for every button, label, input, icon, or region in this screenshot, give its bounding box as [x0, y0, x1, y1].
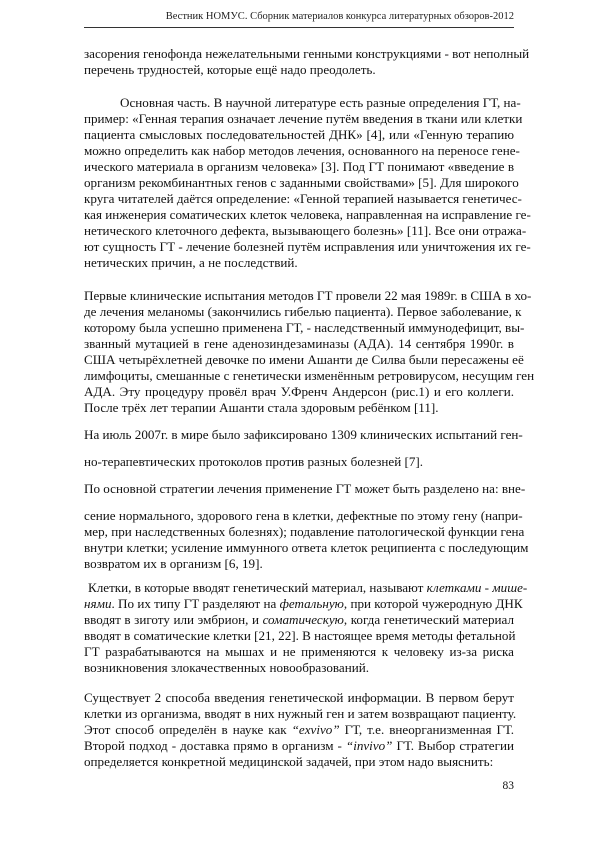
text-line: Основная часть. В научной литературе есть разные определения ГТ, на-	[120, 95, 521, 110]
text-line: Клетки, в которые вводят генетический материал, называют клетками - мише-	[88, 580, 528, 595]
text-line: нетических причин, а не последствий.	[84, 255, 298, 270]
text-line: но-терапевтических протоколов против разных болезней [7].	[84, 454, 424, 469]
text-line: вводят в соматические клетки [21, 22]. В настоящее время методы фетальной	[84, 628, 516, 643]
text-line: возникновения злокачественных новообразований.	[84, 660, 369, 675]
text-line: АДА. Эту процедуру провёл врач У.Френч Андерсон (рис.1) и его коллеги.	[84, 384, 514, 399]
text-line: перечень трудностей, которые ещё надо преодолеть.	[84, 62, 376, 77]
text-line: пациента смысловых последовательностей ДНК» [4], или «Генную терапию	[84, 127, 514, 142]
text-line: вводят в зиготу или эмбрион, и соматическую, когда генетический материал	[84, 612, 514, 627]
text-line: США четырёхлетней девочке по имени Ашанти де Силва были пересажены её	[84, 352, 524, 367]
text-line: После трёх лет терапии Ашанти стала здоровым ребёнком [11].	[84, 400, 439, 415]
text-line: ют сущность ГТ - лечение болезней путём исправления или уничтожения их ге-	[84, 239, 531, 254]
page-number: 83	[502, 780, 514, 792]
text-line: клетки из организма, вводят в них нужный ген и затем возвращают пациенту.	[84, 706, 517, 721]
text-line: де лечения меланомы (закончились гибелью пациента). Первое заболевание, к	[84, 304, 522, 319]
text-line: круга читателей даётся определение: «Генной терапией называется генетичес-	[84, 191, 522, 206]
text-line: Первые клинические испытания методов ГТ провели 22 мая 1989г. в США в хо-	[84, 288, 532, 303]
text-line: пример: «Генная терапия означает лечение путём введения в ткани или клетки	[84, 111, 523, 126]
text-line: званный мутацией в гене аденозиндезаминазы (АДА). 14 сентября 1990г. в	[84, 336, 514, 351]
text-line: Этот способ определён в науке как “exvivo” ГТ, т.е. внеорганизменная ГТ.	[84, 722, 514, 737]
text-line: определяется конкретной медицинской задачей, при этом надо выяснить:	[84, 754, 494, 769]
text-line: внутри клетки; усиление иммунного ответа клеток реципиента с последующим	[84, 540, 529, 555]
text-line: которому была успешно применена ГТ, - наследственный иммунодефицит, вы-	[84, 320, 525, 335]
text-line: засорения генофонда нежелательными генными конструкциями - вот неполный	[84, 46, 530, 61]
text-line: лимфоциты, смешанные с генетически изменённым ретровирусом, несущим ген	[84, 368, 535, 383]
header-rule	[84, 27, 514, 28]
text-line: кая инженерия соматических клеток человека, направленная на исправление ге-	[84, 207, 531, 222]
text-line: организм рекомбинантных генов с заданными свойствами» [5]. Для широкого	[84, 175, 519, 190]
text-line: На июль 2007г. в мире было зафиксировано 1309 клинических испытаний ген-	[84, 427, 523, 442]
text-line: ического материала в организм человека» [3]. Под ГТ понимают «введение в	[84, 159, 514, 174]
text-line: возвратом их в организм [6, 19].	[84, 556, 263, 571]
text-line: Второй подход - доставка прямо в организм - “invivo” ГТ. Выбор стратегии	[84, 738, 514, 753]
text-line: Существует 2 способа введения генетической информации. В первом берут	[84, 690, 514, 705]
text-line: ГТ разрабатываются на мышах и не применяются к человеку из-за риска	[84, 644, 514, 659]
text-line: нетического клеточного дефекта, вызывающего болезнь» [11]. Все они отража-	[84, 223, 527, 238]
text-line: По основной стратегии лечения применение ГТ может быть разделено на: вне-	[84, 481, 526, 496]
journal-header: Вестник НОМУС. Сборник материалов конкурса литературных обзоров-2012	[165, 11, 514, 22]
text-line: нями. По их типу ГТ разделяют на фетальную, при которой чужеродную ДНК	[84, 596, 523, 611]
text-line: сение нормального, здорового гена в клетки, дефектные по этому гену (напри-	[84, 508, 523, 523]
text-line: можно определить как набор методов лечения, основанного на переносе гене-	[84, 143, 520, 158]
text-line: мер, при наследственных болезнях); подавление патологической функции гена	[84, 524, 525, 539]
